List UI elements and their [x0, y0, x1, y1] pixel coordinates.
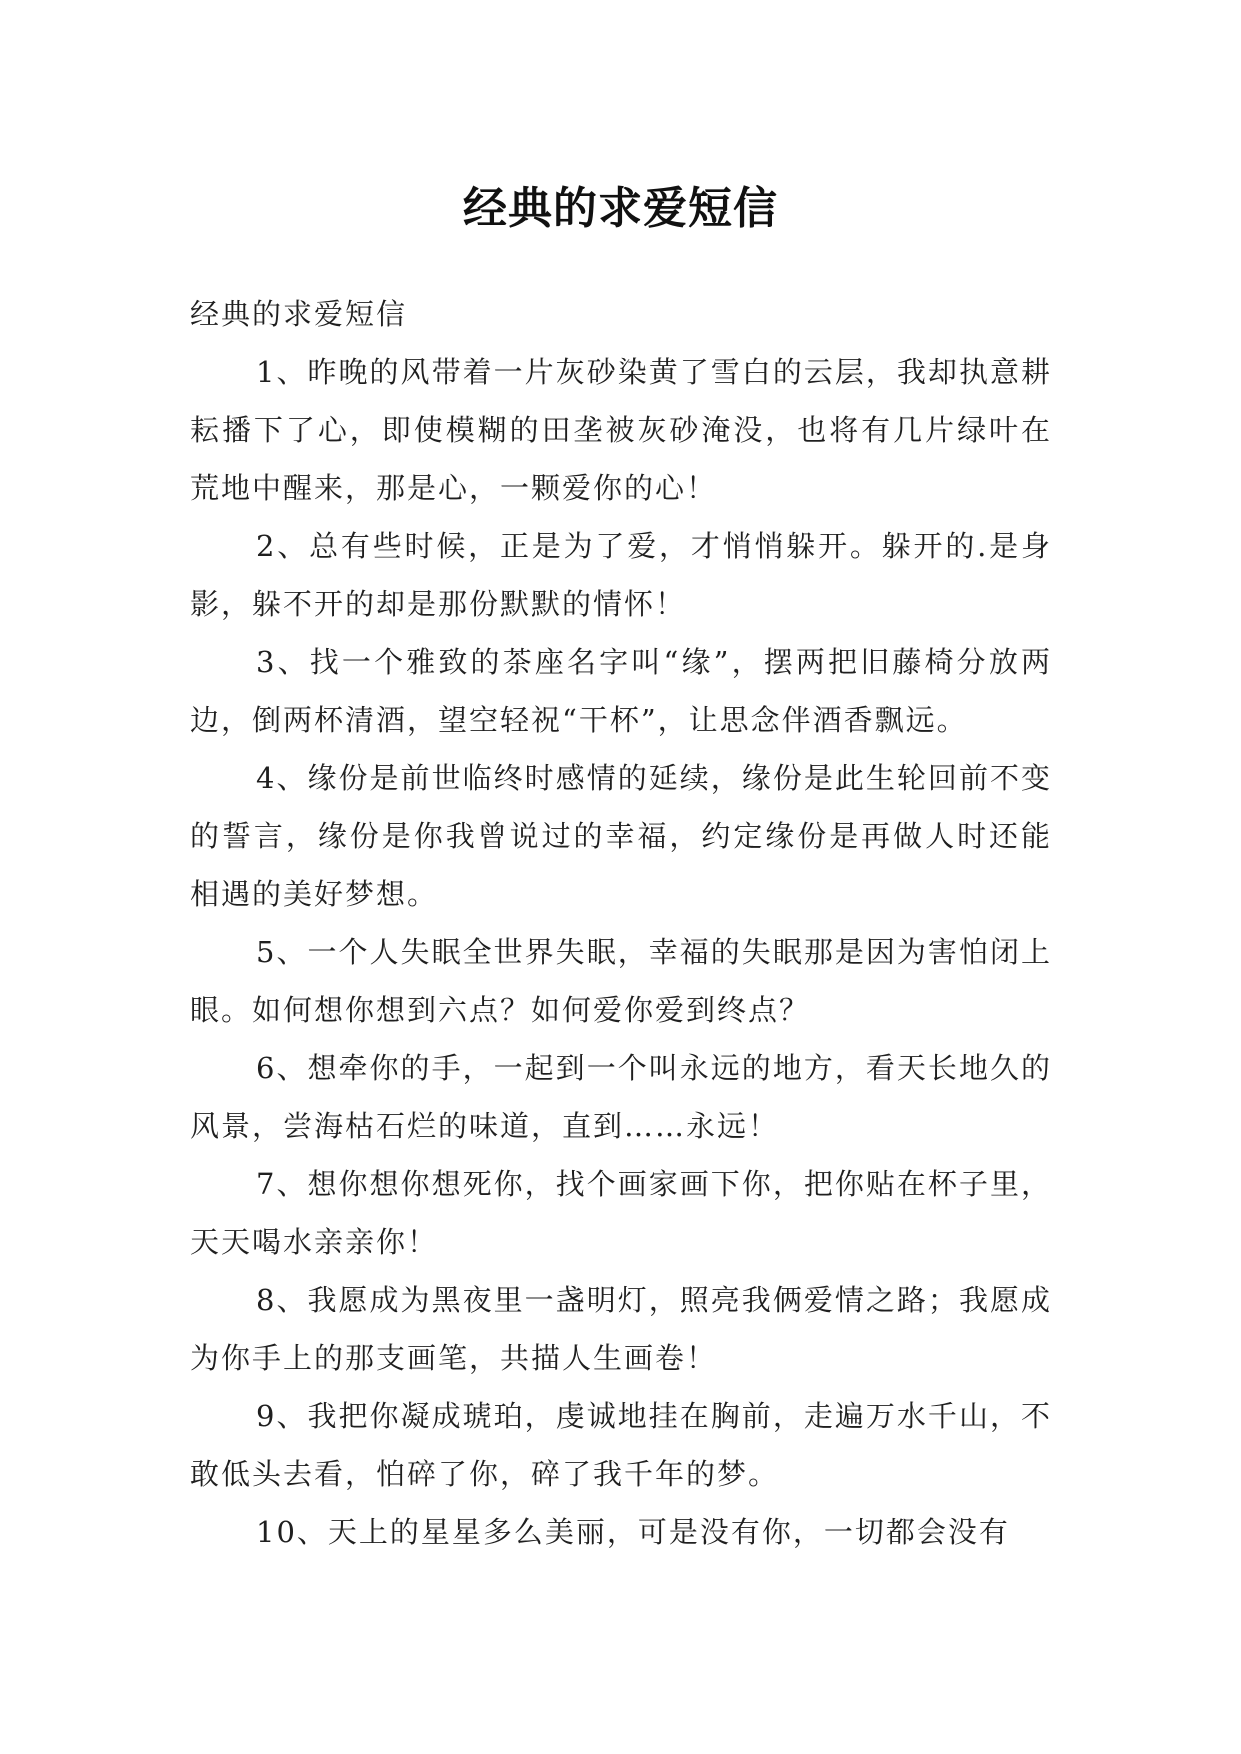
paragraph-3: 3、找一个雅致的茶座名字叫“缘”，摆两把旧藤椅分放两边，倒两杯清酒，望空轻祝“干杯”，让思念伴酒香飘远。: [190, 645, 1052, 737]
paragraph-6: 6、想牵你的手，一起到一个叫永远的地方，看天长地久的风景，尝海枯石烂的味道，直到……永远！: [190, 1051, 1052, 1143]
paragraph-1: 1、昨晚的风带着一片灰砂染黄了雪白的云层，我却执意耕耘播下了心，即使模糊的田垄被灰砂淹没，也将有几片绿叶在荒地中醒来，那是心，一颗爱你的心！: [190, 355, 1052, 505]
paragraph-8: 8、我愿成为黑夜里一盏明灯，照亮我俩爱情之路；我愿成为你手上的那支画笔，共描人生画卷！: [190, 1283, 1052, 1375]
document-subtitle: 经典的求爱短信: [190, 297, 408, 331]
document-body: [190, 285, 1052, 1561]
paragraph-5: 5、一个人失眠全世界失眠，幸福的失眠那是因为害怕闭上眼。如何想你想到六点？如何爱你爱到终点？: [190, 935, 1052, 1027]
paragraph-4: 4、缘份是前世临终时感情的延续，缘份是此生轮回前不变的誓言，缘份是你我曾说过的幸福，约定缘份是再做人时还能相遇的美好梦想。: [190, 761, 1052, 911]
paragraph-2: 2、总有些时候，正是为了爱，才悄悄躲开。躲开的.是身影，躲不开的却是那份默默的情怀！: [190, 529, 1052, 621]
paragraph-10: 10、天上的星星多么美丽，可是没有你，一切都会没有: [256, 1515, 1010, 1549]
paragraph-9: 9、我把你凝成琥珀，虔诚地挂在胸前，走遍万水千山，不敢低头去看，怕碎了你，碎了我千年的梦。: [190, 1399, 1052, 1491]
document-title: 经典的求爱短信: [463, 183, 778, 235]
paragraph-7: 7、想你想你想死你，找个画家画下你，把你贴在杯子里，天天喝水亲亲你！: [190, 1167, 1052, 1259]
